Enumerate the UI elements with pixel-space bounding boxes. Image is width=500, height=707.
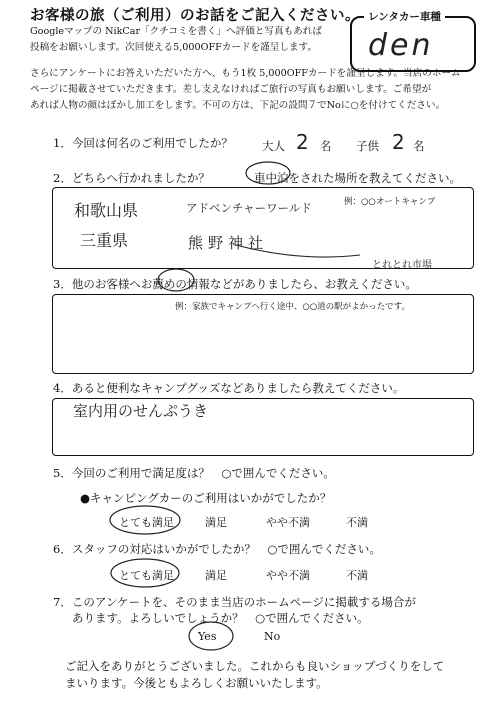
rental-car-label: レンタカー車種 [364, 9, 445, 24]
q1-child-label: 子供 [356, 139, 379, 153]
q6-circle-stroke [111, 559, 179, 587]
q2-answer-3: 三重県 [80, 231, 129, 250]
intro-line-2: 投稿をお願いします。次回使える5,000OFFカードを謹呈します。 [30, 41, 317, 53]
q2-curve-stroke [236, 245, 360, 257]
q6-option-dissatisfied[interactable]: 不満 [346, 569, 368, 582]
q3-example: 例：家族でキャンプへ行く途中、○○道の駅がよかったです。 [175, 302, 410, 312]
q1-child-value: 2 [392, 130, 405, 154]
q2-answer-2: アドベンチャーワールド [186, 201, 312, 215]
closing-line-1: ご記入をありがとうございました。これからも良いショップづくりをして [65, 659, 445, 673]
q2-example: 例：○○オートキャンプ [344, 197, 436, 207]
q1-text: 1．今回は何名のご利用でしたか？ [53, 136, 233, 150]
intro-line-4: ページに掲載させていただきます。差し支えなければご旅行の写真もお願いします。ご希望が [30, 84, 432, 95]
q6-text: 6．スタッフの対応はいかがでしたか？ ○で囲んでください。 [53, 542, 381, 556]
q7-option-no[interactable]: No [264, 630, 281, 643]
intro-line-1: Googleマップの NikCar「クチコミを書く」へ評価と写真もあれば [30, 26, 322, 38]
q2-text: 2．どちらへ行かれましたか？ [53, 171, 210, 185]
q5-option-dissatisfied[interactable]: 不満 [346, 516, 368, 529]
q1-adult-label: 大人 [262, 139, 285, 153]
q2-answer-5: とれとれ市場 [372, 260, 432, 271]
form-title: お客様の旅（ご利用）のお話をご記入ください。 [30, 7, 360, 24]
q5-option-somewhat-dissatisfied[interactable]: やや不満 [266, 516, 310, 529]
q7-line-2: あります。よろしいでしょうか？ ○で囲んでください。 [72, 611, 369, 625]
q2-circle-stroke [246, 162, 290, 184]
q5-option-very-satisfied[interactable]: とても満足 [119, 516, 174, 529]
q1-adult-value: 2 [296, 130, 309, 154]
q5-circle-stroke [110, 506, 180, 534]
q4-answer: 室内用のせんぷうき [73, 402, 209, 420]
q7-option-yes[interactable]: Yes [198, 630, 217, 643]
q6-option-somewhat-dissatisfied[interactable]: やや不満 [266, 569, 310, 582]
q7-yes-circle-stroke [189, 622, 233, 650]
q3-text: 3．他のお客様へお薦めの情報などがありましたら、お教えください。 [53, 277, 417, 291]
q5-option-satisfied[interactable]: 満足 [205, 516, 227, 529]
q6-option-satisfied[interactable]: 満足 [205, 569, 227, 582]
q3-circle-stroke [158, 269, 194, 291]
q1-adult-unit: 名 [320, 139, 332, 153]
q4-text: 4．あると便利なキャンプグッズなどありましたら教えてください。 [53, 381, 405, 395]
q1-child-unit: 名 [413, 139, 425, 153]
q5-text: 5．今回のご利用で満足度は？ ○で囲んでください。 [53, 466, 335, 480]
q7-line-1: 7．このアンケートを、そのまま当店のホームページに掲載する場合が [53, 595, 416, 609]
q2-answer-1: 和歌山県 [74, 201, 139, 220]
closing-line-2: まいります。今後ともよろしくお願いいたします。 [65, 676, 328, 690]
q2-answer-4: 熊野神社 [188, 234, 269, 252]
rental-car-value: den [368, 28, 434, 63]
q5-sub: ●キャンピングカーのご利用はいかがでしたか？ [80, 491, 332, 505]
intro-line-3: さらにアンケートにお答えいただいた方へ、もう1枚 5,000OFFカードを謹呈します。当店のホーム [30, 68, 461, 79]
q2-text-2: 車中泊をされた場所を教えてください。 [254, 171, 461, 185]
q6-option-very-satisfied[interactable]: とても満足 [119, 569, 174, 582]
intro-line-5: あれば人物の顔はぼかし加工をします。不可の方は、下記の設問７でNoに○を付けてください。 [30, 100, 446, 111]
